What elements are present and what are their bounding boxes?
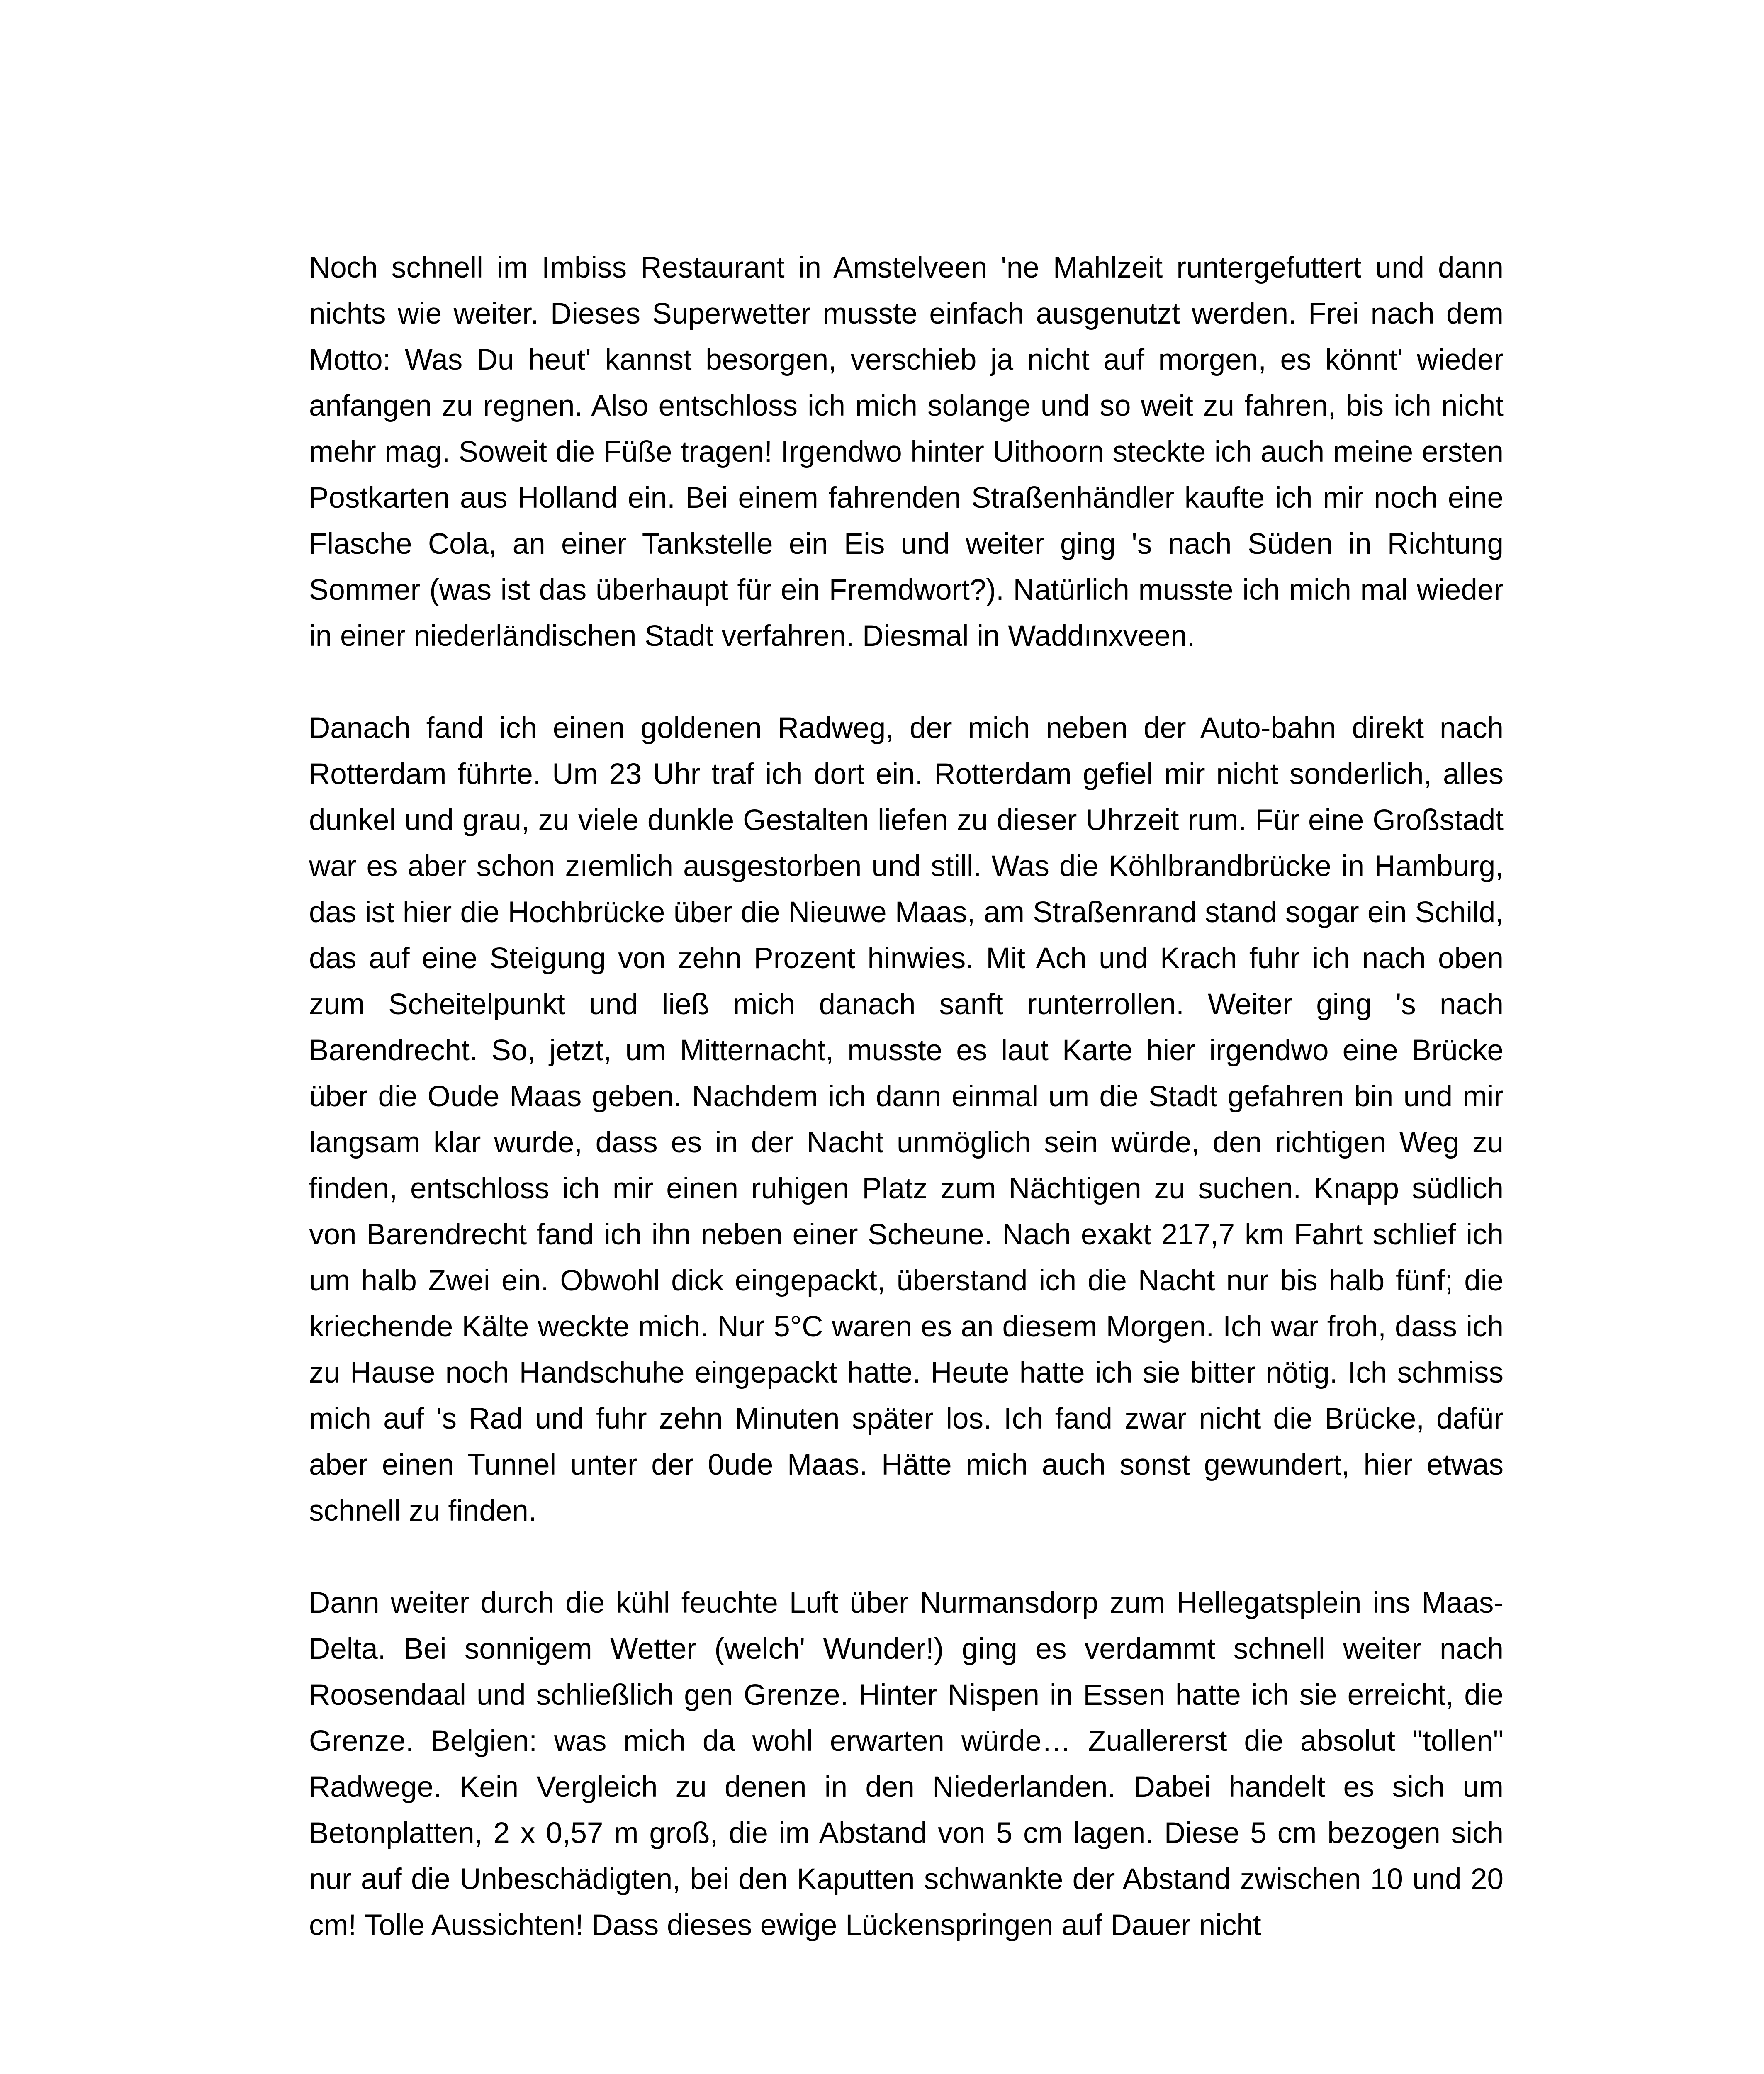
paragraph-1: Noch schnell im Imbiss Restaurant in Amstelveen 'ne Mahlzeit runtergefuttert und dann nichts wie weiter. Dieses Superwetter musste einfach ausgenutzt werden. Frei nach dem Motto: Was Du heut' kannst besorgen, verschieb ja nicht auf morgen, es könnt' wieder anfangen zu regnen. Also entschloss ich mich solange und so weit zu fahren, bis ich nicht mehr mag. Soweit die Füße tragen! Irgendwo hinter Uithoorn steckte ich auch meine ersten Postkarten aus Holland ein. Bei einem fahrenden Straßenhändler kaufte ich mir noch eine Flasche Cola, an einer Tankstelle ein Eis und weiter ging 's nach Süden in Richtung Sommer (was ist das überhaupt für ein Fremdwort?). Natürlich musste ich mich mal wieder in einer niederländischen Stadt verfahren. Diesmal in Waddınxveen. <box>309 251 1504 652</box>
paragraph-3: Dann weiter durch die kühl feuchte Luft über Nurmansdorp zum Hellegatsplein ins Maas-Delta. Bei sonnigem Wetter (welch' Wunder!) ging es verdammt schnell weiter nach Roosendaal und schließlich gen Grenze. Hinter Nispen in Essen hatte ich sie erreicht, die Grenze. Belgien: was mich da wohl erwarten würde… Zuallererst die absolut "tollen" Radwege. Kein Vergleich zu denen in den Niederlanden. Dabei handelt es sich um Betonplatten, 2 x 0,57 m groß, die im Abstand von 5 cm lagen. Diese 5 cm bezogen sich nur auf die Unbeschädigten, bei den Kaputten schwankte der Abstand zwischen 10 und 20 cm! Tolle Aussichten! Dass dieses ewige Lückenspringen auf Dauer nicht <box>309 1587 1504 1942</box>
page-body <box>309 245 1504 1948</box>
paragraph-2: Danach fand ich einen goldenen Radweg, der mich neben der Auto-bahn direkt nach Rotterdam führte. Um 23 Uhr traf ich dort ein. Rotterdam gefiel mir nicht sonderlich, alles dunkel und grau, zu viele dunkle Gestalten liefen zu dieser Uhrzeit rum. Für eine Großstadt war es aber schon zıemlich ausgestorben und still. Was die Köhlbrandbrücke in Hamburg, das ist hier die Hochbrücke über die Nieuwe Maas, am Straßenrand stand sogar ein Schild, das auf eine Steigung von zehn Prozent hinwies. Mit Ach und Krach fuhr ich nach oben zum Scheitelpunkt und ließ mich danach sanft runterrollen. Weiter ging 's nach Barendrecht. So, jetzt, um Mitternacht, musste es laut Karte hier irgendwo eine Brücke über die Oude Maas geben. Nachdem ich dann einmal um die Stadt gefahren bin und mir langsam klar wurde, dass es in der Nacht unmöglich sein würde, den richtigen Weg zu finden, entschloss ich mir einen ruhigen Platz zum Nächtigen zu suchen. Knapp südlich von Barendrecht fand ich ihn neben einer Scheune. Nach exakt 217,7 km Fahrt schlief ich um halb Zwei ein. Obwohl dick eingepackt, überstand ich die Nacht nur bis halb fünf; die kriechende Kälte weckte mich. Nur 5°C waren es an diesem Morgen. Ich war froh, dass ich zu Hause noch Handschuhe eingepackt hatte. Heute hatte ich sie bitter nötig. Ich schmiss mich auf 's Rad und fuhr zehn Minuten später los. Ich fand zwar nicht die Brücke, dafür aber einen Tunnel unter der 0ude Maas. Hätte mich auch sonst gewundert, hier etwas schnell zu finden. <box>309 712 1504 1527</box>
